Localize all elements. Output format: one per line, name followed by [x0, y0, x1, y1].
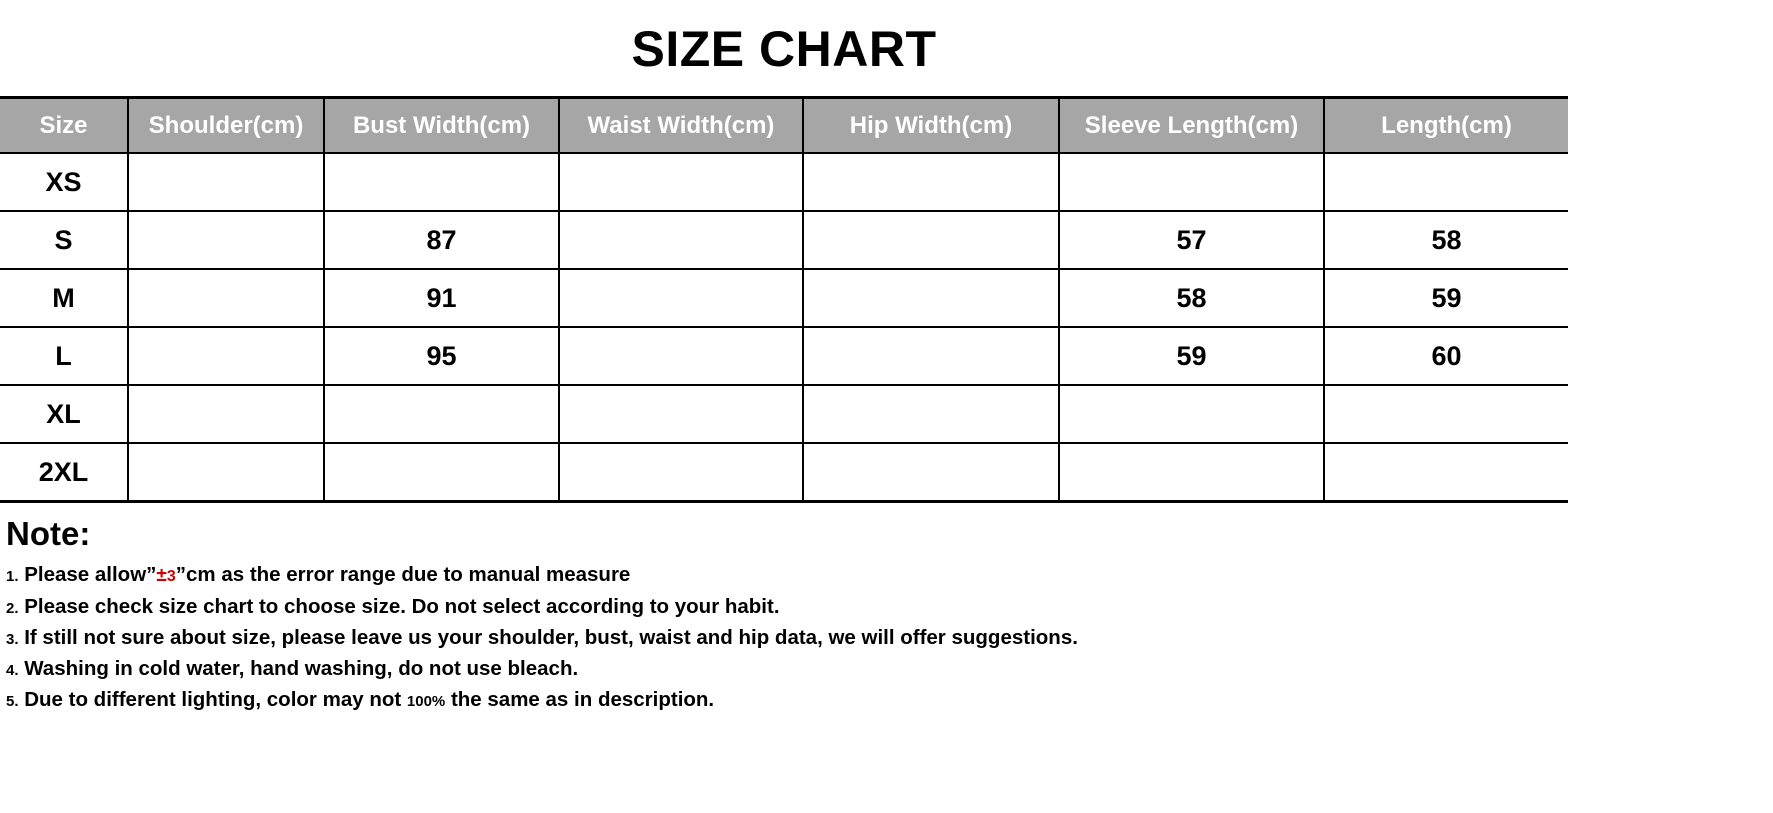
note-number: 2.	[6, 599, 19, 617]
cell-sleeve: 57	[1059, 211, 1324, 269]
cell-sleeve	[1059, 443, 1324, 502]
cell-length: 60	[1324, 327, 1568, 385]
cell-length: 59	[1324, 269, 1568, 327]
cell-hip	[803, 211, 1059, 269]
cell-bust	[324, 153, 559, 211]
cell-hip	[803, 327, 1059, 385]
table-body	[0, 153, 1568, 502]
note-item-2	[6, 591, 1568, 622]
note-text: If still not sure about size, please leave us your shoulder, bust, waist and hip data, we will offer suggestions.	[24, 625, 1078, 649]
table-row	[0, 269, 1568, 327]
cell-length	[1324, 153, 1568, 211]
cell-size: 2XL	[0, 443, 128, 502]
cell-bust: 91	[324, 269, 559, 327]
note-number: 4.	[6, 662, 19, 680]
column-header-shoulder: Shoulder(cm)	[128, 98, 324, 154]
tolerance-sign: ±	[156, 564, 167, 586]
cell-shoulder	[128, 269, 324, 327]
note-text: Please check size chart to choose size. Do not select according to your habit.	[24, 594, 780, 618]
note-item-3	[6, 622, 1568, 653]
note-number: 3.	[6, 630, 19, 648]
cell-hip	[803, 443, 1059, 502]
column-header-hip-width: Hip Width(cm)	[803, 98, 1059, 154]
column-header-sleeve-length: Sleeve Length(cm)	[1059, 98, 1324, 154]
column-header-waist-width: Waist Width(cm)	[559, 98, 803, 154]
cell-waist	[559, 443, 803, 502]
column-header-length: Length(cm)	[1324, 98, 1568, 154]
note-number: 5.	[6, 693, 19, 711]
cell-length: 58	[1324, 211, 1568, 269]
cell-waist	[559, 211, 803, 269]
cell-shoulder	[128, 385, 324, 443]
tolerance-value: 3	[166, 567, 176, 585]
table-row	[0, 327, 1568, 385]
note-item-4	[6, 653, 1568, 684]
table-header-row	[0, 98, 1568, 154]
cell-waist	[559, 269, 803, 327]
table-row	[0, 153, 1568, 211]
cell-bust	[324, 385, 559, 443]
size-chart-table	[0, 96, 1568, 503]
note-text-pre: Please allow”	[24, 562, 157, 586]
cell-shoulder	[128, 443, 324, 502]
note-text-pre: Due to different lighting, color may not	[24, 688, 407, 712]
notes-section	[0, 503, 1568, 715]
cell-bust: 87	[324, 211, 559, 269]
column-header-bust-width: Bust Width(cm)	[324, 98, 559, 154]
cell-shoulder	[128, 211, 324, 269]
notes-heading: Note:	[6, 515, 91, 552]
cell-size: XS	[0, 153, 128, 211]
cell-bust: 95	[324, 327, 559, 385]
cell-size: S	[0, 211, 128, 269]
cell-size: XL	[0, 385, 128, 443]
column-header-size: Size	[0, 98, 128, 154]
cell-waist	[559, 153, 803, 211]
table-row	[0, 211, 1568, 269]
cell-length	[1324, 385, 1568, 443]
cell-length	[1324, 443, 1568, 502]
cell-sleeve: 58	[1059, 269, 1324, 327]
note-item-5	[6, 684, 1568, 715]
cell-waist	[559, 385, 803, 443]
note-number: 1.	[6, 567, 19, 585]
table-row	[0, 385, 1568, 443]
cell-hip	[803, 385, 1059, 443]
table-row	[0, 443, 1568, 502]
cell-sleeve	[1059, 153, 1324, 211]
note-text-post: the same as in description.	[445, 688, 715, 712]
cell-shoulder	[128, 327, 324, 385]
note-text: Washing in cold water, hand washing, do not use bleach.	[24, 657, 579, 681]
cell-waist	[559, 327, 803, 385]
cell-sleeve: 59	[1059, 327, 1324, 385]
cell-size: M	[0, 269, 128, 327]
cell-bust	[324, 443, 559, 502]
cell-shoulder	[128, 153, 324, 211]
table-header	[0, 98, 1568, 154]
note-text-post: ”cm as the error range due to manual measure	[175, 562, 631, 586]
note-emphasis: 100%	[406, 693, 446, 711]
cell-hip	[803, 269, 1059, 327]
cell-hip	[803, 153, 1059, 211]
cell-size: L	[0, 327, 128, 385]
cell-sleeve	[1059, 385, 1324, 443]
note-item-1	[6, 559, 1568, 591]
page-title: SIZE CHART	[631, 21, 937, 77]
